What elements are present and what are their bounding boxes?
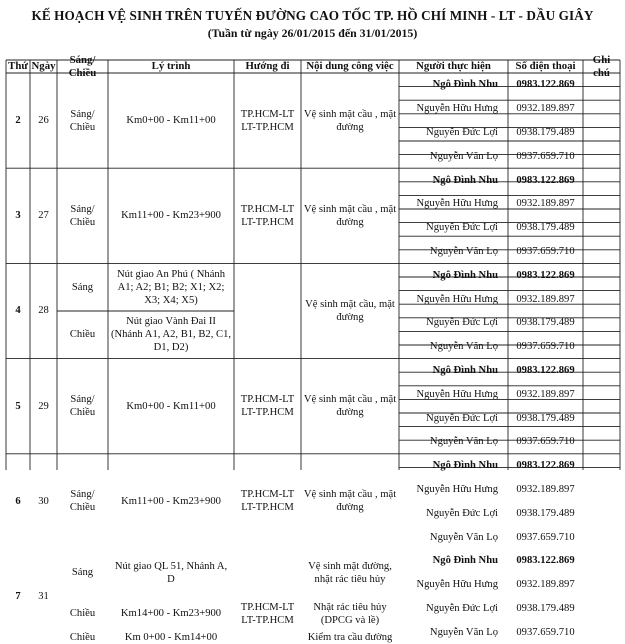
staff-name: Nguyễn Hữu Hưng	[416, 388, 498, 400]
staff-name: Nguyễn Đức Lợi	[426, 222, 498, 234]
route-cell: Km0+00 - Km11+00	[126, 400, 216, 412]
staff-name: Nguyễn Văn Lọ	[429, 436, 498, 448]
session-cell: Chiều	[69, 608, 96, 620]
day-of-week: 3	[15, 210, 21, 222]
date-cell: 31	[38, 591, 49, 603]
header-nguoi: Người thực hiện	[416, 60, 491, 72]
staff-phone: 0983.122.869	[516, 79, 575, 91]
header-ghi-chu: Ghi chú	[592, 53, 611, 79]
task-cell: Vệ sinh mặt đường, nhặt rác tiêu hủy	[308, 560, 392, 585]
date-cell: 30	[38, 495, 49, 507]
staff-phone: 0983.122.869	[516, 460, 575, 472]
staff-phone: 0937.659.710	[516, 436, 575, 448]
staff-name: Nguyễn Văn Lọ	[429, 341, 498, 353]
staff-name: Nguyễn Hữu Hưng	[416, 103, 498, 115]
header-sang-chieu: Sáng/ Chiều	[68, 53, 97, 79]
session-cell: Sáng	[71, 281, 94, 293]
day-of-week: 2	[15, 115, 21, 127]
date-cell: 26	[38, 115, 49, 127]
staff-name: Nguyễn Đức Lợi	[426, 602, 498, 614]
staff-phone: 0937.659.710	[516, 245, 575, 257]
task-cell: Vệ sinh mặt cầu, mặt đường	[305, 298, 395, 323]
staff-phone: 0937.659.710	[516, 531, 575, 543]
task-cell: Vệ sinh mặt cầu , mặt đường	[303, 108, 397, 133]
staff-phone: 0938.179.489	[516, 602, 575, 614]
staff-phone: 0938.179.489	[516, 412, 575, 424]
day-of-week: 7	[15, 591, 21, 603]
header-huong-di: Hướng đi	[245, 60, 290, 72]
staff-name: Ngô Đình Nhu	[432, 174, 498, 186]
session-cell: Sáng/ Chiều	[69, 489, 96, 514]
task-cell: Kiểm tra cầu đường	[307, 631, 393, 643]
staff-phone: 0937.659.710	[516, 341, 575, 353]
document-subtitle: (Tuần từ ngày 26/01/2015 đến 31/01/2015)	[207, 26, 418, 40]
date-cell: 28	[38, 305, 49, 317]
route-cell: Nút giao QL 51, Nhánh A, D	[114, 560, 228, 585]
staff-name: Nguyễn Đức Lợi	[426, 412, 498, 424]
route-cell: Km 0+00 - Km14+00	[124, 631, 218, 643]
staff-name: Nguyễn Văn Lọ	[429, 245, 498, 257]
task-cell: Nhặt rác tiêu hủy (DPCG và lề)	[313, 601, 387, 626]
day-of-week: 6	[15, 495, 21, 507]
date-cell: 27	[38, 210, 49, 222]
staff-phone: 0983.122.869	[516, 269, 575, 281]
staff-name: Nguyễn Đức Lợi	[426, 507, 498, 519]
route-cell: Nút giao An Phú ( Nhánh A1; A2; B1; B2; X1; X2; X3; X4; X5)	[117, 268, 225, 306]
staff-name: Nguyễn Hữu Hưng	[416, 579, 498, 591]
session-cell: Chiều	[69, 329, 96, 341]
task-cell: Vệ sinh mặt cầu , mặt đường	[303, 203, 397, 228]
direction-cell: TP.HCM-LT LT-TP.HCM	[240, 601, 295, 626]
staff-phone: 0937.659.710	[516, 626, 575, 638]
staff-name: Ngô Đình Nhu	[432, 555, 498, 567]
staff-name: Ngô Đình Nhu	[432, 269, 498, 281]
staff-name: Nguyễn Văn Lọ	[429, 626, 498, 638]
document-title: KẾ HOẠCH VỆ SINH TRÊN TUYẾN ĐƯỜNG CAO TỐC TP. HỒ CHÍ MINH - LT - DẦU GIÂY	[31, 8, 594, 23]
header-thu: Thứ	[8, 60, 28, 72]
header-ly-trinh: Lý trình	[151, 60, 191, 72]
staff-name: Nguyễn Đức Lợi	[426, 126, 498, 138]
staff-phone: 0938.179.489	[516, 222, 575, 234]
staff-name: Nguyễn Hữu Hưng	[416, 293, 498, 305]
staff-phone: 0932.189.897	[516, 103, 575, 115]
staff-phone: 0937.659.710	[516, 150, 575, 162]
staff-name: Nguyễn Hữu Hưng	[416, 198, 498, 210]
route-cell: Km11+00 - Km23+900	[121, 495, 221, 507]
staff-name: Ngô Đình Nhu	[432, 460, 498, 472]
staff-name: Nguyễn Hữu Hưng	[416, 483, 498, 495]
staff-phone: 0932.189.897	[516, 198, 575, 210]
route-cell: Km0+00 - Km11+00	[126, 115, 216, 127]
header-sdt: Số điện thoại	[515, 60, 576, 72]
staff-phone: 0932.189.897	[516, 579, 575, 591]
route-cell: Km11+00 - Km23+900	[121, 210, 221, 222]
route-cell: Nút giao Vành Đai II (Nhánh A1, A2, B1, B2, C1, D1, D2)	[110, 316, 232, 354]
staff-name: Ngô Đình Nhu	[432, 79, 498, 91]
staff-name: Nguyễn Văn Lọ	[429, 531, 498, 543]
header-noi-dung: Nội dung công việc	[306, 60, 394, 72]
staff-name: Nguyễn Văn Lọ	[429, 150, 498, 162]
session-cell: Sáng/ Chiều	[69, 203, 96, 228]
route-cell: Km14+00 - Km23+900	[120, 608, 222, 620]
staff-phone: 0983.122.869	[516, 364, 575, 376]
session-cell: Sáng/ Chiều	[69, 108, 96, 133]
staff-phone: 0932.189.897	[516, 293, 575, 305]
direction-cell: TP.HCM-LT LT-TP.HCM	[240, 489, 295, 514]
day-of-week: 4	[15, 305, 21, 317]
header-ngay: Ngày	[31, 60, 56, 72]
staff-phone: 0938.179.489	[516, 126, 575, 138]
direction-cell: TP.HCM-LT LT-TP.HCM	[240, 203, 295, 228]
day-of-week: 5	[15, 400, 21, 412]
task-cell: Vệ sinh mặt cầu , mặt đường	[303, 394, 397, 419]
staff-name: Ngô Đình Nhu	[432, 364, 498, 376]
date-cell: 29	[38, 400, 49, 412]
session-cell: Sáng/ Chiều	[69, 394, 96, 419]
staff-phone: 0932.189.897	[516, 483, 575, 495]
session-cell: Chiều	[69, 631, 96, 643]
direction-cell: TP.HCM-LT LT-TP.HCM	[240, 394, 295, 419]
staff-phone: 0938.179.489	[516, 507, 575, 519]
session-cell: Sáng	[71, 567, 94, 579]
task-cell: Vệ sinh mặt cầu , mặt đường	[303, 489, 397, 514]
staff-name: Nguyễn Đức Lợi	[426, 317, 498, 329]
staff-phone: 0983.122.869	[516, 555, 575, 567]
staff-phone: 0983.122.869	[516, 174, 575, 186]
direction-cell: TP.HCM-LT LT-TP.HCM	[240, 108, 295, 133]
staff-phone: 0932.189.897	[516, 388, 575, 400]
staff-phone: 0938.179.489	[516, 317, 575, 329]
